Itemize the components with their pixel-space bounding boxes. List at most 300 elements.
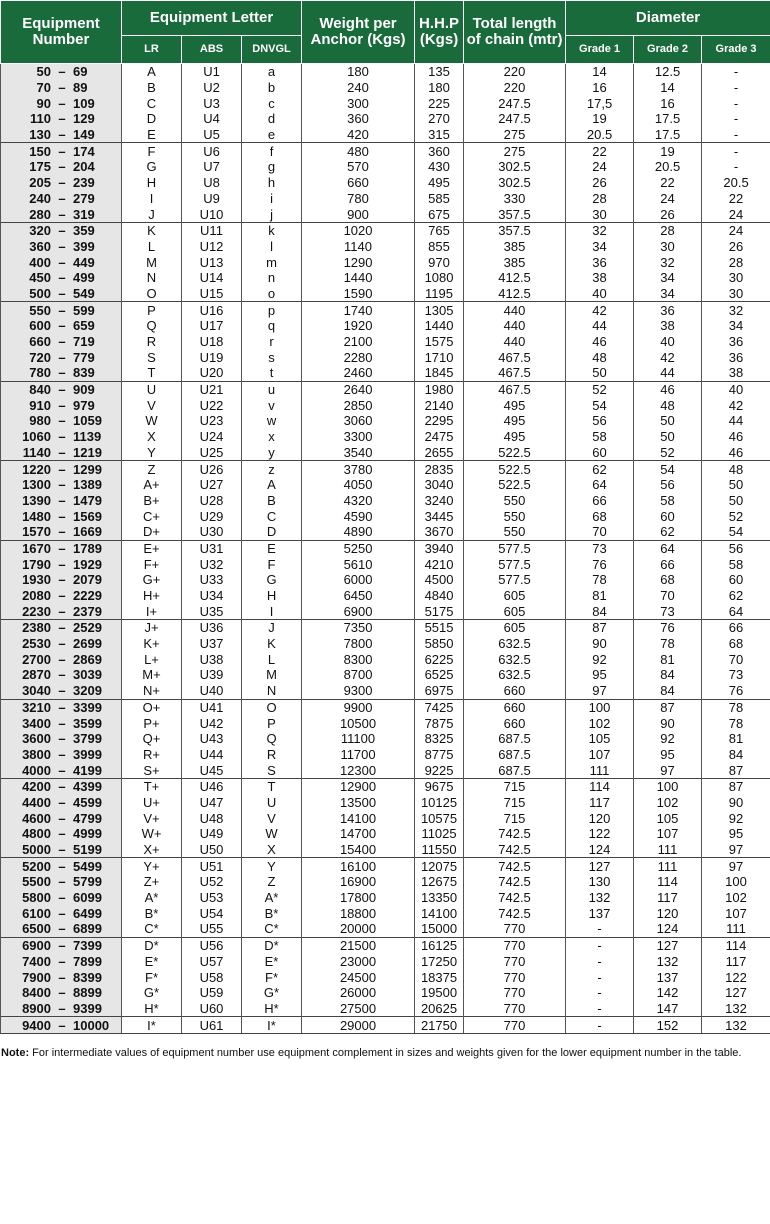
range-end: 549 (73, 285, 95, 301)
lr-letter: E* (122, 954, 182, 970)
grade-3-diameter: 122 (702, 969, 770, 985)
grade-2-diameter: 127 (634, 937, 702, 953)
table-row (1, 381, 770, 397)
table-row (1, 985, 770, 1001)
range-start: 4600 (22, 810, 51, 826)
range-dash: – (58, 683, 66, 699)
table-row (1, 254, 770, 270)
header-dnvgl: DNVGL (242, 36, 302, 64)
equipment-number-cell (1, 286, 122, 302)
header-grade-2: Grade 2 (634, 36, 702, 64)
grade-2-diameter: 84 (634, 667, 702, 683)
abs-letter: U36 (182, 620, 242, 636)
range-start: 3210 (22, 699, 51, 715)
hhp-value: 1195 (415, 286, 464, 302)
weight-value: 11100 (302, 731, 415, 747)
range-end: 2229 (73, 588, 102, 604)
table-row (1, 588, 770, 604)
range-end: 5799 (73, 874, 102, 890)
grade-3-diameter: 107 (702, 905, 770, 921)
abs-letter: U25 (182, 445, 242, 461)
grade-3-diameter: 62 (702, 588, 770, 604)
range-start: 175 (29, 159, 51, 175)
range-start: 5200 (22, 858, 51, 874)
range-end: 10000 (73, 1017, 110, 1033)
footnote-text: For intermediate values of equipment number use equipment complement in sizes and weights given for the lower equipment number in the table. (29, 1046, 742, 1059)
lr-letter: A+ (122, 477, 182, 493)
grade-1-diameter: 111 (566, 762, 634, 778)
chain-length-value: 577.5 (464, 540, 566, 556)
grade-3-diameter: 111 (702, 921, 770, 937)
lr-letter: U+ (122, 795, 182, 811)
lr-letter: T (122, 365, 182, 381)
hhp-value: 135 (415, 64, 464, 80)
range-end: 149 (73, 127, 95, 143)
equipment-number-cell (1, 731, 122, 747)
grade-3-diameter: 127 (702, 985, 770, 1001)
weight-value: 6000 (302, 572, 415, 588)
range-start: 660 (29, 334, 51, 350)
grade-2-diameter: 56 (634, 477, 702, 493)
lr-letter: F* (122, 969, 182, 985)
equipment-number-cell (1, 222, 122, 238)
grade-2-diameter: 97 (634, 762, 702, 778)
range-dash: – (58, 603, 66, 619)
range-dash: – (58, 223, 66, 239)
dnvgl-letter: D (242, 524, 302, 540)
range-start: 205 (29, 175, 51, 191)
range-end: 5499 (73, 858, 102, 874)
dnvgl-letter: R (242, 747, 302, 763)
dnvgl-letter: F (242, 556, 302, 572)
grade-1-diameter: 30 (566, 206, 634, 222)
range-start: 1060 (22, 429, 51, 445)
range-dash: – (58, 175, 66, 191)
table-row (1, 826, 770, 842)
grade-3-diameter: 95 (702, 826, 770, 842)
dnvgl-letter: F* (242, 969, 302, 985)
dnvgl-letter: O (242, 699, 302, 715)
abs-letter: U57 (182, 954, 242, 970)
grade-3-diameter: 132 (702, 1001, 770, 1017)
dnvgl-letter: v (242, 397, 302, 413)
abs-letter: U17 (182, 318, 242, 334)
weight-value: 26000 (302, 985, 415, 1001)
dnvgl-letter: N (242, 683, 302, 699)
dnvgl-letter: M (242, 667, 302, 683)
hhp-value: 3240 (415, 493, 464, 509)
equipment-number-cell (1, 318, 122, 334)
range-end: 174 (73, 143, 95, 159)
dnvgl-letter: B* (242, 905, 302, 921)
table-row (1, 80, 770, 96)
equipment-number-cell (1, 381, 122, 397)
equipment-number-cell (1, 80, 122, 96)
equipment-number-cell (1, 874, 122, 890)
dnvgl-letter: i (242, 191, 302, 207)
range-dash: – (58, 413, 66, 429)
hhp-value: 1845 (415, 365, 464, 381)
lr-letter: S (122, 349, 182, 365)
dnvgl-letter: K (242, 636, 302, 652)
range-dash: – (58, 858, 66, 874)
dnvgl-letter: x (242, 429, 302, 445)
grade-1-diameter: 46 (566, 334, 634, 350)
grade-3-diameter: 73 (702, 667, 770, 683)
chain-length-value: 522.5 (464, 461, 566, 477)
grade-2-diameter: 124 (634, 921, 702, 937)
lr-letter: F+ (122, 556, 182, 572)
range-end: 2869 (73, 651, 102, 667)
chain-length-value: 605 (464, 620, 566, 636)
hhp-value: 10125 (415, 795, 464, 811)
range-start: 780 (29, 365, 51, 381)
equipment-number-cell (1, 191, 122, 207)
lr-letter: N+ (122, 683, 182, 699)
table-row (1, 318, 770, 334)
table-row (1, 762, 770, 778)
grade-3-diameter: 81 (702, 731, 770, 747)
hhp-value: 2140 (415, 397, 464, 413)
lr-letter: W+ (122, 826, 182, 842)
grade-2-diameter: 68 (634, 572, 702, 588)
range-start: 240 (29, 190, 51, 206)
hhp-value: 2295 (415, 413, 464, 429)
dnvgl-letter: w (242, 413, 302, 429)
dnvgl-letter: I (242, 603, 302, 619)
lr-letter: R+ (122, 747, 182, 763)
abs-letter: U49 (182, 826, 242, 842)
grade-3-diameter: 84 (702, 747, 770, 763)
range-start: 4200 (22, 779, 51, 795)
equipment-number-cell (1, 651, 122, 667)
lr-letter: C (122, 95, 182, 111)
equipment-number-cell (1, 429, 122, 445)
grade-2-diameter: 76 (634, 620, 702, 636)
dnvgl-letter: V (242, 810, 302, 826)
range-end: 1929 (73, 556, 102, 572)
grade-3-diameter: - (702, 111, 770, 127)
weight-value: 27500 (302, 1001, 415, 1017)
hhp-value: 1710 (415, 349, 464, 365)
range-end: 4799 (73, 810, 102, 826)
weight-value: 24500 (302, 969, 415, 985)
lr-letter: G+ (122, 572, 182, 588)
weight-value: 9300 (302, 683, 415, 699)
grade-1-diameter: 28 (566, 191, 634, 207)
abs-letter: U10 (182, 206, 242, 222)
grade-2-diameter: 90 (634, 715, 702, 731)
chain-length-value: 632.5 (464, 667, 566, 683)
grade-1-diameter: 54 (566, 397, 634, 413)
table-row (1, 1001, 770, 1017)
dnvgl-letter: d (242, 111, 302, 127)
grade-1-diameter: - (566, 937, 634, 953)
lr-letter: L+ (122, 651, 182, 667)
abs-letter: U46 (182, 778, 242, 794)
grade-3-diameter: 54 (702, 524, 770, 540)
weight-value: 4320 (302, 493, 415, 509)
range-dash: – (58, 80, 66, 96)
range-dash: – (58, 206, 66, 222)
abs-letter: U21 (182, 381, 242, 397)
equipment-number-cell (1, 890, 122, 906)
lr-letter: G* (122, 985, 182, 1001)
grade-1-diameter: 42 (566, 302, 634, 318)
grade-1-diameter: 132 (566, 890, 634, 906)
chain-length-value: 522.5 (464, 477, 566, 493)
table-row (1, 1017, 770, 1034)
equipment-number-cell (1, 778, 122, 794)
equipment-number-cell (1, 921, 122, 937)
lr-letter: V (122, 397, 182, 413)
range-dash: – (58, 127, 66, 143)
equipment-number-cell (1, 445, 122, 461)
chain-length-value: 660 (464, 715, 566, 731)
hhp-value: 8325 (415, 731, 464, 747)
grade-1-diameter: 32 (566, 222, 634, 238)
range-end: 7399 (73, 938, 102, 954)
range-start: 1300 (22, 477, 51, 493)
grade-3-diameter: 52 (702, 508, 770, 524)
equipment-number-cell (1, 239, 122, 255)
hhp-value: 585 (415, 191, 464, 207)
grade-1-diameter: 44 (566, 318, 634, 334)
chain-length-value: 632.5 (464, 651, 566, 667)
grade-2-diameter: 142 (634, 985, 702, 1001)
grade-2-diameter: 114 (634, 874, 702, 890)
grade-1-diameter: 62 (566, 461, 634, 477)
grade-1-diameter: 50 (566, 365, 634, 381)
hhp-value: 1980 (415, 381, 464, 397)
range-start: 2530 (22, 636, 51, 652)
range-dash: – (58, 842, 66, 858)
equipment-number-cell (1, 159, 122, 175)
range-start: 3600 (22, 731, 51, 747)
dnvgl-letter: Z (242, 874, 302, 890)
grade-2-diameter: 50 (634, 413, 702, 429)
header-equipment-letter: Equipment Letter (122, 1, 302, 36)
range-start: 500 (29, 285, 51, 301)
grade-3-diameter: 70 (702, 651, 770, 667)
chain-length-value: 330 (464, 191, 566, 207)
hhp-value: 6225 (415, 651, 464, 667)
range-dash: – (58, 382, 66, 398)
range-dash: – (58, 890, 66, 906)
abs-letter: U26 (182, 461, 242, 477)
grade-3-diameter: - (702, 95, 770, 111)
lr-letter: B (122, 80, 182, 96)
grade-3-diameter: - (702, 159, 770, 175)
grade-2-diameter: 26 (634, 206, 702, 222)
grade-2-diameter: 84 (634, 683, 702, 699)
range-start: 600 (29, 318, 51, 334)
lr-letter: B+ (122, 493, 182, 509)
range-dash: – (58, 588, 66, 604)
grade-2-diameter: 52 (634, 445, 702, 461)
lr-letter: H+ (122, 588, 182, 604)
hhp-value: 2655 (415, 445, 464, 461)
grade-3-diameter: 92 (702, 810, 770, 826)
hhp-value: 20625 (415, 1001, 464, 1017)
hhp-value: 675 (415, 206, 464, 222)
range-dash: – (58, 143, 66, 159)
dnvgl-letter: l (242, 239, 302, 255)
table-row (1, 397, 770, 413)
abs-letter: U33 (182, 572, 242, 588)
table-row (1, 302, 770, 318)
range-end: 89 (73, 80, 88, 96)
lr-letter: I (122, 191, 182, 207)
lr-letter: H (122, 175, 182, 191)
header-weight: Weight per Anchor (Kgs) (302, 1, 415, 64)
weight-value: 2850 (302, 397, 415, 413)
abs-letter: U9 (182, 191, 242, 207)
range-end: 359 (73, 223, 95, 239)
range-start: 1220 (22, 461, 51, 477)
abs-letter: U23 (182, 413, 242, 429)
range-end: 8399 (73, 969, 102, 985)
grade-1-diameter: 38 (566, 270, 634, 286)
range-end: 1569 (73, 508, 102, 524)
lr-letter: Z+ (122, 874, 182, 890)
table-row (1, 715, 770, 731)
equipment-number-cell (1, 349, 122, 365)
grade-2-diameter: 42 (634, 349, 702, 365)
grade-2-diameter: 107 (634, 826, 702, 842)
hhp-value: 14100 (415, 905, 464, 921)
grade-3-diameter: 66 (702, 620, 770, 636)
lr-letter: C* (122, 921, 182, 937)
chain-length-value: 742.5 (464, 842, 566, 858)
grade-3-diameter: 34 (702, 318, 770, 334)
chain-length-value: 742.5 (464, 826, 566, 842)
abs-letter: U11 (182, 222, 242, 238)
range-dash: – (58, 762, 66, 778)
lr-letter: I* (122, 1017, 182, 1034)
hhp-value: 315 (415, 127, 464, 143)
range-start: 110 (30, 111, 51, 127)
dnvgl-letter: m (242, 254, 302, 270)
range-dash: – (58, 64, 66, 80)
range-start: 3040 (22, 683, 51, 699)
weight-value: 5250 (302, 540, 415, 556)
range-start: 8400 (22, 985, 51, 1001)
lr-letter: P+ (122, 715, 182, 731)
chain-length-value: 302.5 (464, 159, 566, 175)
weight-value: 4590 (302, 508, 415, 524)
grade-1-diameter: 58 (566, 429, 634, 445)
weight-value: 1020 (302, 222, 415, 238)
dnvgl-letter: h (242, 175, 302, 191)
range-end: 6499 (73, 905, 102, 921)
grade-2-diameter: 32 (634, 254, 702, 270)
grade-1-diameter: 81 (566, 588, 634, 604)
lr-letter: D (122, 111, 182, 127)
abs-letter: U50 (182, 842, 242, 858)
range-start: 3400 (22, 715, 51, 731)
dnvgl-letter: n (242, 270, 302, 286)
range-end: 2379 (73, 603, 102, 619)
lr-letter: L (122, 239, 182, 255)
weight-value: 3540 (302, 445, 415, 461)
range-start: 6500 (22, 921, 51, 937)
header-grade-3: Grade 3 (702, 36, 770, 64)
dnvgl-letter: r (242, 334, 302, 350)
chain-length-value: 522.5 (464, 445, 566, 461)
lr-letter: E (122, 127, 182, 143)
range-start: 910 (29, 397, 51, 413)
table-row (1, 334, 770, 350)
chain-length-value: 247.5 (464, 95, 566, 111)
range-start: 1790 (22, 556, 51, 572)
chain-length-value: 275 (464, 127, 566, 143)
hhp-value: 11025 (415, 826, 464, 842)
abs-letter: U42 (182, 715, 242, 731)
equipment-number-cell (1, 493, 122, 509)
range-end: 599 (73, 302, 95, 318)
range-end: 9399 (73, 1000, 102, 1016)
equipment-number-cell (1, 905, 122, 921)
grade-2-diameter: 117 (634, 890, 702, 906)
weight-value: 570 (302, 159, 415, 175)
hhp-value: 21750 (415, 1017, 464, 1034)
grade-2-diameter: 60 (634, 508, 702, 524)
abs-letter: U60 (182, 1001, 242, 1017)
range-end: 499 (73, 270, 95, 286)
grade-2-diameter: 70 (634, 588, 702, 604)
chain-length-value: 412.5 (464, 270, 566, 286)
hhp-value: 16125 (415, 937, 464, 953)
grade-1-diameter: 90 (566, 636, 634, 652)
hhp-value: 19500 (415, 985, 464, 1001)
grade-3-diameter: 46 (702, 445, 770, 461)
grade-1-diameter: 70 (566, 524, 634, 540)
table-row (1, 95, 770, 111)
lr-letter: F (122, 143, 182, 159)
equipment-number-cell (1, 397, 122, 413)
weight-value: 300 (302, 95, 415, 111)
hhp-value: 6975 (415, 683, 464, 699)
equipment-number-cell (1, 1017, 122, 1034)
table-row (1, 905, 770, 921)
table-row (1, 191, 770, 207)
hhp-value: 1440 (415, 318, 464, 334)
range-end: 129 (73, 111, 95, 127)
weight-value: 14100 (302, 810, 415, 826)
grade-2-diameter: 78 (634, 636, 702, 652)
lr-letter: M (122, 254, 182, 270)
chain-length-value: 412.5 (464, 286, 566, 302)
range-dash: – (58, 969, 66, 985)
abs-letter: U8 (182, 175, 242, 191)
abs-letter: U28 (182, 493, 242, 509)
grade-3-diameter: 60 (702, 572, 770, 588)
grade-1-diameter: - (566, 954, 634, 970)
grade-3-diameter: 114 (702, 937, 770, 953)
range-end: 779 (73, 349, 95, 365)
abs-letter: U14 (182, 270, 242, 286)
range-start: 5500 (22, 874, 51, 890)
chain-length-value: 495 (464, 429, 566, 445)
table-row (1, 731, 770, 747)
grade-3-diameter: 26 (702, 239, 770, 255)
weight-value: 16100 (302, 858, 415, 874)
chain-length-value: 577.5 (464, 556, 566, 572)
equipment-number-cell (1, 206, 122, 222)
weight-value: 6900 (302, 603, 415, 619)
equipment-number-cell (1, 143, 122, 159)
